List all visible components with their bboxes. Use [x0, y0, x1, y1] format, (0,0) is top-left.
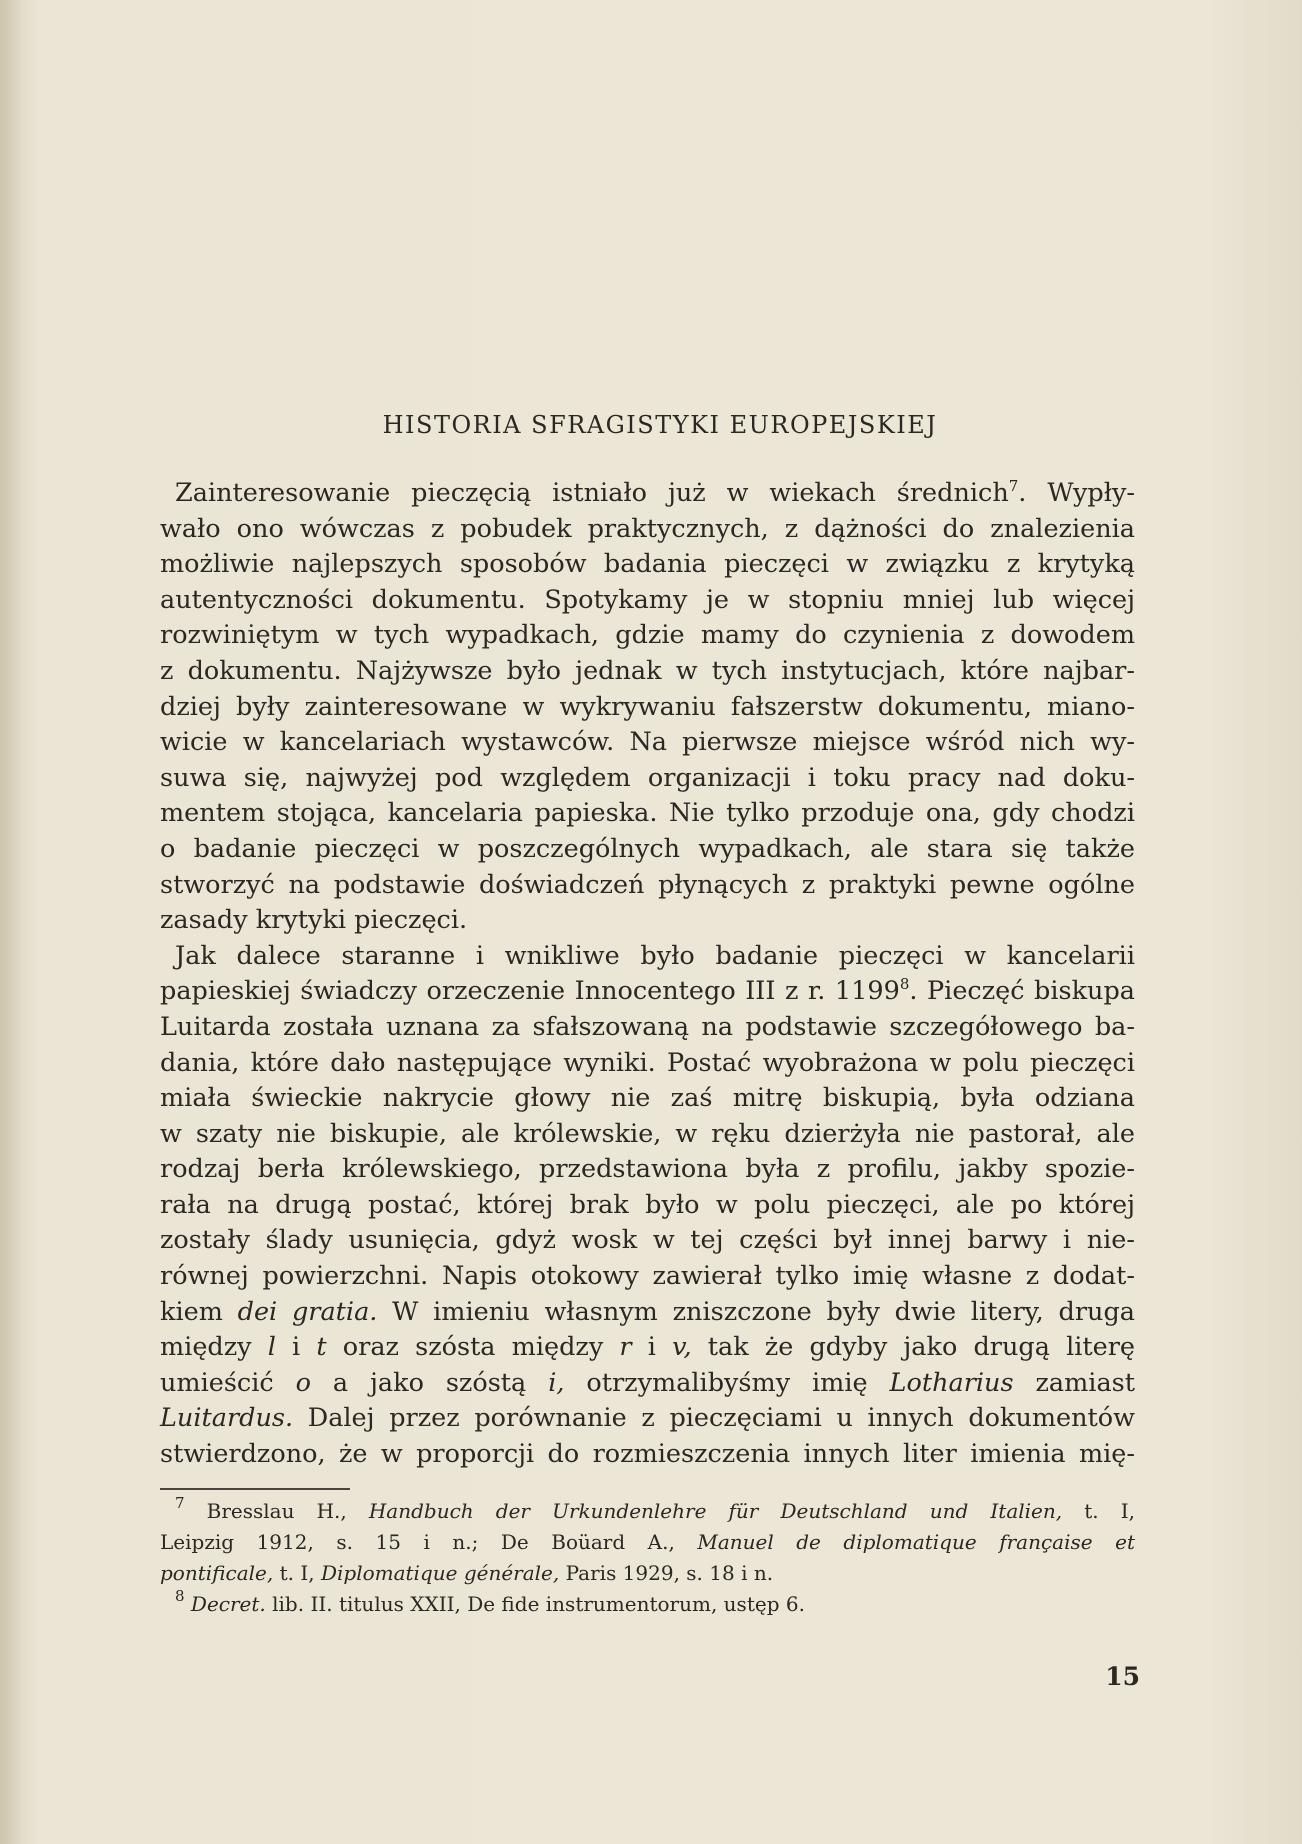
text-line: mentem stojąca, kancelaria papieska. Nie tylko przoduje ona, gdy chodzi [160, 798, 1135, 829]
footnotes [160, 1496, 1135, 1620]
footnote-7-cont: Leipzig 1912, s. 15 i n.; De Boüard A., Manuel de diplomatique française et [160, 1530, 1135, 1554]
text-line: o badanie pieczęci w poszczególnych wypadkach, ale stara się także [160, 833, 1135, 864]
text-line: umieścić o a jako szóstą i, otrzymalibyśmy imię Lotharius zamiast [160, 1367, 1135, 1398]
main-text [160, 476, 1135, 1473]
footnote-7-cont: pontificale, t. I, Diplomatique générale, Paris 1929, s. 18 i n. [160, 1561, 774, 1585]
text-line: papieskiej świadczy orzeczenie Innocentego III z r. 1199$^8$. Pieczęć biskupa [160, 975, 1136, 1007]
text-line: rała na drugą postać, której brak było w polu pieczęci, ale po której [160, 1189, 1135, 1220]
text-line: możliwie najlepszych sposobów badania pieczęci w związku z krytyką [160, 549, 1135, 580]
text-line: Zainteresowanie pieczęcią istniało już w wiekach średnich$^7$. Wypły- [175, 477, 1136, 508]
footnote-ref-8: 8 [899, 975, 910, 994]
text-line: dania, które dało następujące wyniki. Postać wyobrażona w polu pieczęci [160, 1047, 1135, 1078]
text-line: zasady krytyki pieczęci. [160, 905, 468, 936]
text-line: wicie w kancelariach wystawców. Na pierwsze miejsce wśród nich wy- [160, 727, 1135, 758]
text-line: miała świeckie nakrycie głowy nie zaś mitrę biskupią, była odziana [160, 1083, 1135, 1114]
chapter-heading: HISTORIA SFRAGISTYKI EUROPEJSKIEJ [382, 411, 938, 439]
text-line: zostały ślady usunięcia, gdyż wosk w tej części był innej barwy i nie- [160, 1225, 1135, 1256]
text-line: z dokumentu. Najżywsze było jednak w tych instytucjach, które najbar- [160, 655, 1135, 686]
text-line: dziej były zainteresowane w wykrywaniu fałszerstw dokumentu, miano- [160, 691, 1135, 722]
text-line: rodzaj berła królewskiego, przedstawiona była z profilu, jakby spozie- [160, 1154, 1135, 1185]
page-number: 15 [1105, 1662, 1140, 1691]
text-line: autentyczności dokumentu. Spotykamy je w stopniu mniej lub więcej [160, 584, 1135, 615]
footnote-7: $^7$ Bresslau H., Handbuch der Urkundenlehre für Deutschland und Italien, t. I, [175, 1494, 1135, 1523]
text-line: suwa się, najwyżej pod względem organizacji i toku pracy nad doku- [160, 762, 1135, 793]
text-line: stworzyć na podstawie doświadczeń płynących z praktyki pewne ogólne [160, 869, 1135, 900]
text-line: Luitardus. Dalej przez porównanie z pieczęciami u innych dokumentów [160, 1403, 1135, 1434]
text-line: Jak dalece staranne i wnikliwe było badanie pieczęci w kancelarii [175, 940, 1135, 971]
text-line: wało ono wówczas z pobudek praktycznych, z dążności do znalezienia [160, 513, 1135, 544]
footnote-ref-7: 7 [1008, 477, 1019, 495]
text-line: stwierdzono, że w proporcji do rozmieszczenia innych liter imienia mię- [160, 1439, 1135, 1470]
text-line: Luitarda została uznana za sfałszowaną na podstawie szczegółowego ba- [160, 1011, 1135, 1042]
text-line: między l i t oraz szósta między r i v, tak że gdyby jako drugą literę [160, 1332, 1136, 1363]
text-line: rozwiniętym w tych wypadkach, gdzie mamy do czynienia z dowodem [160, 620, 1135, 651]
text-line: w szaty nie biskupie, ale królewskie, w ręku dzierżyła nie pastorał, ale [160, 1118, 1135, 1149]
footnote-8: $^8$ Decret. lib. II. titulus XXII, De fide instrumentorum, ustęp 6. [175, 1587, 805, 1616]
text-line: równej powierzchni. Napis otokowy zawierał tylko imię własne z dodat- [160, 1261, 1135, 1292]
footnote-divider [160, 1488, 350, 1490]
text-line: kiem dei gratia. W imieniu własnym zniszczone były dwie litery, druga [160, 1296, 1135, 1327]
